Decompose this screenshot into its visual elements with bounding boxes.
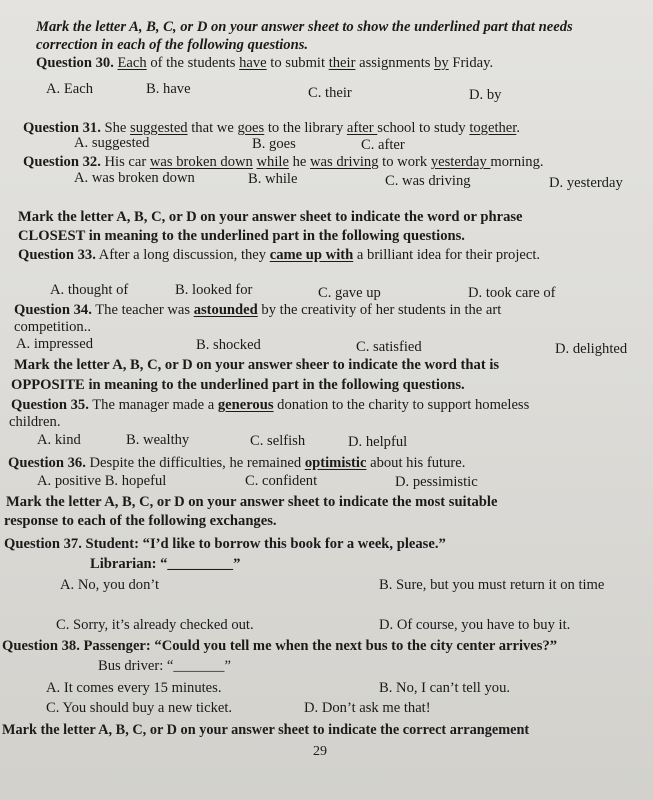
q32-text: he [288,154,311,170]
q36-option-d[interactable]: D. pessimistic [395,474,478,490]
q35-text: donation to the charity to support homeless [273,397,530,413]
q31-underlined-after: after [346,120,378,136]
q32-text: to work [378,154,431,170]
q34-option-a[interactable]: A. impressed [16,336,94,352]
q35-option-d[interactable]: D. helpful [348,434,408,450]
q32-option-b[interactable]: B. while [248,171,298,187]
q34-text: by the creativity of her students in the art [257,302,502,318]
question-30-label: Question 30. [36,55,114,71]
question-36-label: Question 36. [8,455,86,471]
q33-option-b[interactable]: B. looked for [175,282,253,298]
q30-option-b[interactable]: B. have [146,81,191,97]
question-31-label: Question 31. [23,120,101,136]
q37-librarian-reply: Librarian: “_________” [90,556,241,572]
q32-underlined-was-broken-down: was broken down [149,154,253,170]
q33-text: a brilliant idea for their project. [353,247,541,263]
q32-option-a[interactable]: A. was broken down [74,170,195,186]
q33-option-d[interactable]: D. took care of [468,285,556,301]
q38-driver-reply: Bus driver: “_______” [98,658,231,674]
q38-option-c[interactable]: C. You should buy a new ticket. [46,700,233,716]
q31-text: to the library [264,120,347,136]
q36-text: Despite the difficulties, he remained [85,455,305,471]
question-32 [23,154,544,171]
question-30 [36,55,493,72]
q32-text: morning. [490,154,544,170]
question-37: Question 37. Student: “I’d like to borrow this book for a week, please.” [4,536,446,552]
question-36 [8,455,465,472]
q37-option-c[interactable]: C. Sorry, it’s already checked out. [56,617,254,633]
q33-underlined-came-up-with: came up with [269,247,354,263]
q38-option-a[interactable]: A. It comes every 15 minutes. [46,680,222,696]
q36-option-c[interactable]: C. confident [245,473,318,489]
q34-option-d[interactable]: D. delighted [555,341,628,357]
q31-option-b[interactable]: B. goes [252,136,296,152]
instruction-closest-line2: CLOSEST in meaning to the underlined part in the following questions. [18,228,465,244]
q30-underlined-by: by [434,55,449,71]
q34-option-c[interactable]: C. satisfied [356,339,422,355]
question-34 [14,302,501,319]
question-33-label: Question 33. [18,247,96,263]
q33-text: After a long discussion, they [95,247,270,263]
q35-text: The manager made a [88,397,218,413]
q30-option-a[interactable]: A. Each [46,81,94,97]
q32-text: His car [100,154,150,170]
question-33 [18,247,540,264]
q37-option-a[interactable]: A. No, you don’t [60,577,160,593]
q36-option-a-b[interactable]: A. positive B. hopeful [37,473,167,489]
q30-text: assignments [355,55,435,71]
q30-text: Friday. [448,55,494,71]
q32-option-c[interactable]: C. was driving [385,173,471,189]
q30-option-c[interactable]: C. their [308,85,352,101]
question-35-label: Question 35. [11,397,89,413]
instruction-response-line2: response to each of the following exchanges. [4,513,277,529]
question-34-label: Question 34. [14,302,92,318]
q30-text: of the students [146,55,240,71]
instruction-correction-line1: Mark the letter A, B, C, or D on your answer sheet to show the underlined part that needs [36,19,573,35]
q35-underlined-generous: generous [217,397,274,413]
q31-option-c[interactable]: C. after [361,137,405,153]
q31-underlined-suggested: suggested [130,120,188,136]
q31-text: school to study [377,120,470,136]
instruction-opposite-line2: OPPOSITE in meaning to the underlined part in the following questions. [11,377,465,393]
q31-option-a[interactable]: A. suggested [74,135,150,151]
q38-option-d[interactable]: D. Don’t ask me that! [304,700,431,716]
question-32-label: Question 32. [23,154,101,170]
q32-underlined-while: while [256,154,289,170]
q32-option-d[interactable]: D. yesterday [549,175,623,191]
question-35-continued: children. [9,414,61,430]
question-38: Question 38. Passenger: “Could you tell me when the next bus to the city center arrives?” [2,638,558,654]
q37-option-b[interactable]: B. Sure, but you must return it on time [379,577,605,593]
q35-option-a[interactable]: A. kind [37,432,81,448]
q31-text: . [516,120,520,136]
question-35 [11,397,529,414]
q34-text: The teacher was [91,302,194,318]
q31-underlined-together: together [469,120,517,136]
q38-option-b[interactable]: B. No, I can’t tell you. [379,680,511,696]
instruction-correction-line2: correction in each of the following questions. [36,37,309,53]
q36-text: about his future. [366,455,466,471]
q30-underlined-have: have [239,55,267,71]
q33-option-c[interactable]: C. gave up [318,285,381,301]
q31-underlined-goes: goes [237,120,265,136]
instruction-opposite-line1: Mark the letter A, B, C, or D on your answer sheer to indicate the word that is [14,357,500,373]
q34-underlined-astounded: astounded [193,302,258,318]
q30-text: to submit [266,55,329,71]
q35-option-c[interactable]: C. selfish [250,433,306,449]
instruction-response-line1: Mark the letter A, B, C, or D on your answer sheet to indicate the most suitable [6,494,498,510]
instruction-closest-line1: Mark the letter A, B, C, or D on your answer sheet to indicate the word or phrase [18,209,523,225]
q37-option-d[interactable]: D. Of course, you have to buy it. [379,617,571,633]
q36-underlined-optimistic: optimistic [304,455,367,471]
instruction-arrangement: Mark the letter A, B, C, or D on your answer sheet to indicate the correct arrangement [2,722,530,738]
q31-text: She [100,120,131,136]
q33-option-a[interactable]: A. thought of [50,282,129,298]
q35-option-b[interactable]: B. wealthy [126,432,190,448]
question-34-continued: competition.. [14,319,92,335]
q30-underlined-each: Each [117,55,147,71]
page-number: 29 [313,744,327,759]
q30-underlined-their: their [328,55,356,71]
q32-underlined-was-driving: was driving [310,154,379,170]
q30-option-d[interactable]: D. by [469,87,502,103]
q32-underlined-yesterday: yesterday [430,154,491,170]
q31-text: that we [187,120,238,136]
q34-option-b[interactable]: B. shocked [196,337,261,353]
